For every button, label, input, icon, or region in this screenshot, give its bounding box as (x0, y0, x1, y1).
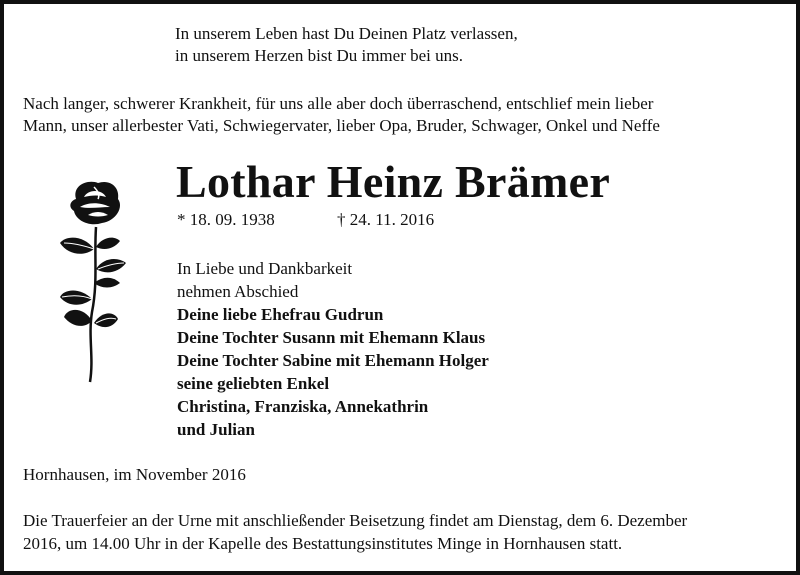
rose-icon (54, 177, 134, 387)
intro-line-1: Nach langer, schwerer Krankheit, für uns alle aber doch überraschend, entschlief mein lieber (23, 94, 654, 113)
place-date: Hornhausen, im November 2016 (23, 465, 246, 484)
mourners-intro-line-2: nehmen Abschied (177, 282, 299, 301)
verse-line-2: in unserem Herzen bist Du immer bei uns. (175, 46, 463, 65)
mourners-intro-line-1: In Liebe und Dankbarkeit (177, 259, 353, 278)
mourner-daughter-sabine: Deine Tochter Sabine mit Ehemann Holger (177, 351, 489, 370)
funeral-line-2: 2016, um 14.00 Uhr in der Kapelle des Bestattungsinstitutes Minge in Hornhausen statt. (23, 534, 623, 553)
deceased-name: Lothar Heinz Brämer (176, 156, 611, 207)
mourner-daughter-susann: Deine Tochter Susann mit Ehemann Klaus (177, 328, 486, 347)
funeral-line-1: Die Trauerfeier an der Urne mit anschließender Beisetzung findet am Dienstag, dem 6. Dezember (23, 511, 688, 530)
mourner-wife: Deine liebe Ehefrau Gudrun (177, 305, 384, 324)
death-date: † 24. 11. 2016 (337, 210, 435, 229)
mourner-grandchildren-names: Christina, Franziska, Annekathrin (177, 397, 429, 416)
verse-line-1: In unserem Leben hast Du Deinen Platz verlassen, (175, 24, 518, 43)
birth-date: * 18. 09. 1938 (177, 210, 275, 229)
intro-line-2: Mann, unser allerbester Vati, Schwiegervater, lieber Opa, Bruder, Schwager, Onkel und Neffe (23, 116, 660, 135)
mourner-grandchild-julian: und Julian (177, 420, 255, 439)
mourner-grandchildren-heading: seine geliebten Enkel (177, 374, 330, 393)
